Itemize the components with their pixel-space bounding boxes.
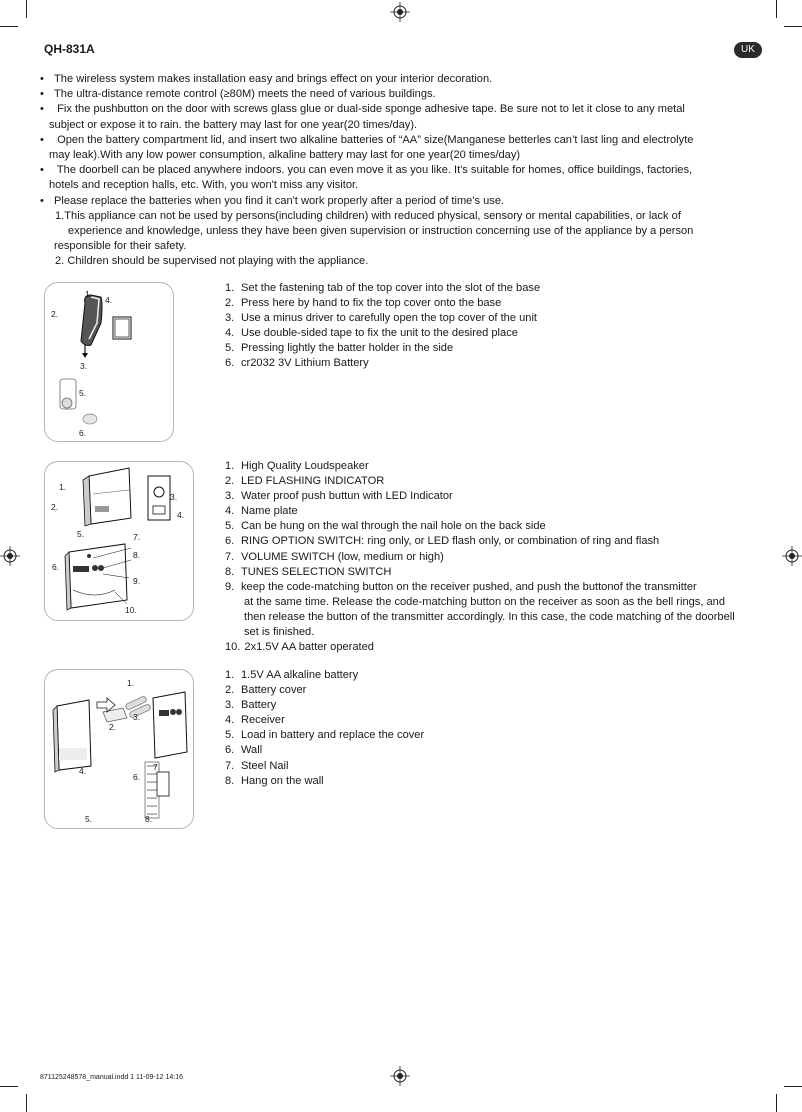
intro-bullet: • The doorbell can be placed anywhere indoors. you can even move it as you like. It's suitable for homes, office buildings, factories, <box>40 164 693 177</box>
list-item: 8. TUNES SELECTION SWITCH <box>225 565 392 578</box>
figure-label: 9. <box>133 576 141 586</box>
safety-note-cont: experience and knowledge, unless they have been given supervision or instruction concerning use of the appliance by a person <box>68 225 694 238</box>
intro-bullet: • Fix the pushbutton on the door with screws glass glue or dual-side sponge adhesive tape. Be sure not to let it close to any metal <box>40 103 685 116</box>
list-item: 9. keep the code-matching button on the receiver pushed, and push the buttonof the transmitter <box>225 580 697 593</box>
figure-label: 2. <box>51 309 59 319</box>
list-item: 2. Battery cover <box>225 684 307 697</box>
list-item: 1. High Quality Loudspeaker <box>225 460 369 472</box>
list-item: 8. Hang on the wall <box>225 774 324 787</box>
list-item: 3. Use a minus driver to carefully open the top cover of the unit <box>225 312 537 325</box>
list-item: 1. Set the fastening tab of the top cover into the slot of the base <box>225 282 541 294</box>
figure-panel-receiver <box>44 461 194 621</box>
list-item: 6. RING OPTION SWITCH: ring only, or LED flash only, or combination of ring and flash <box>225 535 660 548</box>
figure-label: 6. <box>133 772 141 782</box>
intro-bullet-cont: hotels and reception halls, etc. With, you won't miss any visitor. <box>49 179 359 192</box>
intro-bullet: • Open the battery compartment lid, and insert two alkaline batteries of “AA” size(Manganese betterles can’t last ling and electrolyte <box>40 133 694 146</box>
figure-label: 8. <box>133 550 141 560</box>
figure-label: 7. <box>153 762 161 772</box>
registration-mark-icon <box>782 546 802 566</box>
safety-note: 2. Children should be supervised not playing with the appliance. <box>55 255 369 268</box>
section2-list <box>225 459 765 655</box>
figure-label: 1. <box>85 289 93 299</box>
model-number: QH-831A <box>44 42 95 56</box>
intro-bullet-cont: may leak).With any low power consumption, alkaline battery may last for one year(20 times/day) <box>49 149 521 162</box>
receiver-parts-illustration <box>45 462 193 620</box>
registration-mark-icon <box>390 2 410 22</box>
figure-label: 2. <box>51 502 59 512</box>
figure-panel-battery <box>44 669 194 829</box>
figure-label: 3. <box>80 361 88 371</box>
figure-label: 1. <box>127 678 135 688</box>
figure-label: 2. <box>109 722 117 732</box>
safety-note-cont: responsible for their safety. <box>54 240 187 253</box>
list-item: 2. LED FLASHING INDICATOR <box>225 475 385 488</box>
list-item: 6. cr2032 3V Lithium Battery <box>225 357 369 370</box>
language-badge: UK <box>734 42 762 58</box>
list-item: 5. Pressing lightly the batter holder in the side <box>225 342 454 355</box>
list-item: 1. 1.5V AA alkaline battery <box>225 669 359 681</box>
figure-label: 1. <box>59 482 67 492</box>
figure-label: 4. <box>105 295 113 305</box>
crop-mark <box>776 0 777 18</box>
intro-text <box>40 72 760 270</box>
safety-note: 1.This appliance can not be used by persons(including children) with reduced physical, sensory or mental capabilities, or lack of <box>55 209 681 222</box>
crop-mark <box>26 0 27 18</box>
list-item-cont: set is finished. <box>244 626 315 639</box>
figure-label: 7. <box>133 532 141 542</box>
figure-label: 3. <box>170 492 178 502</box>
list-item: 4. Name plate <box>225 505 298 518</box>
battery-install-illustration <box>45 670 193 828</box>
crop-mark <box>0 26 18 27</box>
print-slug: 871125248578_manual.indd 1 11-09-12 14:16 <box>40 1074 183 1081</box>
figure-label: 4. <box>79 766 87 776</box>
list-item: 3. Battery <box>225 699 277 712</box>
crop-mark <box>0 1086 18 1087</box>
registration-mark-icon <box>390 1066 410 1086</box>
list-item: 7. VOLUME SWITCH (low, medium or high) <box>225 550 444 563</box>
figure-panel-transmitter <box>44 282 174 442</box>
registration-mark-icon <box>0 546 20 566</box>
figure-label: 3. <box>133 712 141 722</box>
figure-label: 6. <box>52 562 60 572</box>
intro-bullet-cont: subject or expose it to rain. the battery may last for one year(20 times/day). <box>49 118 418 131</box>
list-item: 3. Water proof push buttun with LED Indicator <box>225 490 453 503</box>
crop-mark <box>776 1094 777 1112</box>
intro-bullet: • The wireless system makes installation easy and brings effect on your interior decoration. <box>40 73 493 85</box>
intro-bullet: • Please replace the batteries when you find it can't work properly after a period of time's use. <box>40 194 505 207</box>
list-item-cont: then release the button of the transmitter accordingly. In this case, the code matching of the doorbell <box>244 610 735 623</box>
section3-list <box>225 668 765 789</box>
crop-mark <box>784 26 802 27</box>
figure-label: 5. <box>77 529 85 539</box>
list-item: 4. Use double-sided tape to fix the unit to the desired place <box>225 327 518 340</box>
figure-label: 4. <box>177 510 185 520</box>
list-item: 4. Receiver <box>225 714 285 727</box>
figure-label: 5. <box>79 388 87 398</box>
list-item: 6. Wall <box>225 744 263 757</box>
crop-mark <box>26 1094 27 1112</box>
list-item: 2. Press here by hand to fix the top cover onto the base <box>225 297 502 310</box>
figure-label: 6. <box>79 428 87 438</box>
section1-list <box>225 281 765 372</box>
figure-label: 10. <box>125 605 137 615</box>
list-item: 5. Load in battery and replace the cover <box>225 729 425 742</box>
figure-label: 8. <box>145 814 153 824</box>
list-item-cont: at the same time. Release the code-matching button on the receiver as soon as the bell rings, and <box>244 595 726 608</box>
list-item: 5. Can be hung on the wal through the nail hole on the back side <box>225 520 546 533</box>
figure-label: 5. <box>85 814 93 824</box>
list-item: 10. 2x1.5V AA batter operated <box>225 641 374 654</box>
crop-mark <box>784 1086 802 1087</box>
list-item: 7. Steel Nail <box>225 759 289 772</box>
transmitter-install-illustration <box>45 283 173 441</box>
intro-bullet: • The ultra-distance remote control (≥80M) meets the need of various buildings. <box>40 88 436 101</box>
